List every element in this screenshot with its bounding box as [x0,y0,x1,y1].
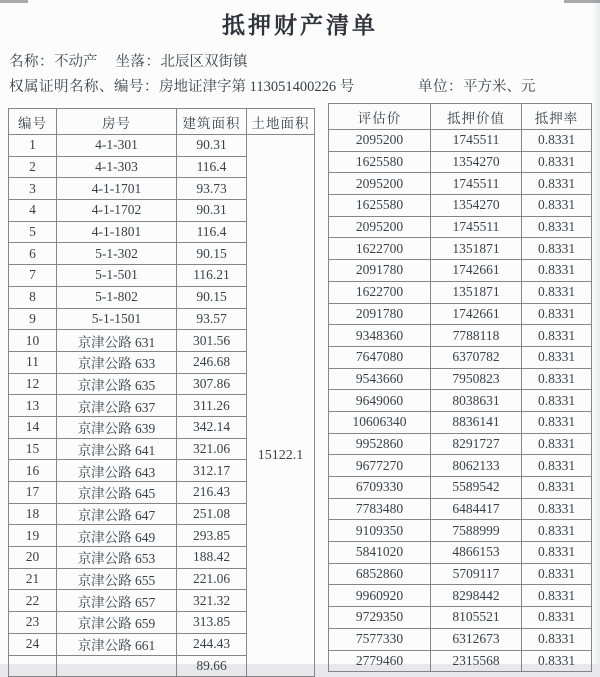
property-row-right [329,346,592,368]
property-row-right [329,607,592,629]
mortgage-value-cell: 7788118 [431,325,522,347]
room-no-cell: 京津公路 637 [57,395,177,417]
location-label: 坐落： [115,54,161,70]
appraisal-price-cell: 1625580 [329,195,431,217]
row-no-cell: 7 [9,265,57,287]
mortgage-value-cell: 5709117 [431,563,522,585]
building-area-cell: 93.57 [177,308,247,330]
room-no-cell: 京津公路 631 [57,330,177,352]
mortgage-value-cell: 1745511 [431,216,522,238]
row-no-cell: 1 [9,135,57,157]
mortgage-rate-cell: 0.8331 [522,130,592,152]
row-no-cell: 19 [9,525,57,547]
mortgage-value-cell: 2315568 [431,650,522,672]
col-header-no: 编号 [9,109,57,135]
appraisal-price-cell: 1625580 [329,151,431,173]
appraisal-price-cell: 5841020 [329,542,431,564]
appraisal-price-cell: 6852860 [329,563,431,585]
building-area-cell: 321.06 [177,438,247,460]
meta-line-certificate [9,75,354,96]
building-area-cell: 188.42 [177,547,247,569]
mortgage-value-cell: 1351871 [431,238,522,260]
mortgage-rate-cell: 0.8331 [522,325,592,347]
appraisal-price-cell: 9729350 [329,607,431,629]
mortgage-rate-cell: 0.8331 [522,216,592,238]
building-area-cell: 90.15 [177,286,247,308]
appraisal-price-cell: 1622700 [329,281,431,303]
mortgage-rate-cell: 0.8331 [522,151,592,173]
mortgage-value-cell: 1351871 [431,281,522,303]
building-area-cell: 307.86 [177,373,247,395]
mortgage-rate-cell: 0.8331 [522,346,592,368]
row-no-cell: 22 [9,590,57,612]
room-no-cell: 京津公路 655 [57,568,177,590]
appraisal-price-cell: 9348360 [329,325,431,347]
appraisal-price-cell: 9109350 [329,520,431,542]
right-table-body [329,130,592,672]
property-row-right [329,433,592,455]
appraisal-price-cell: 7577330 [329,628,431,650]
building-area-cell: 342.14 [177,416,247,438]
room-no-cell: 4-1-1702 [57,200,177,222]
meta-unit [418,75,536,96]
name-value: 不动产 [54,54,98,70]
mortgage-rate-cell: 0.8331 [522,303,592,325]
room-no-cell: 4-1-1801 [57,221,177,243]
room-no-cell: 京津公路 643 [57,460,177,482]
right-table-header-row [329,104,592,130]
row-no-cell: 14 [9,416,57,438]
appraisal-price-cell: 9649060 [329,390,431,412]
property-row-right [329,260,592,282]
mortgage-value-cell: 8291727 [431,433,522,455]
room-no-cell: 4-1-301 [57,135,177,157]
appraisal-price-cell: 2095200 [329,130,431,152]
mortgage-rate-cell: 0.8331 [522,563,592,585]
room-no-cell: 京津公路 633 [57,351,177,373]
row-no-cell: 20 [9,547,57,569]
col-header-area: 建筑面积 [177,109,247,135]
appraisal-price-cell: 2095200 [329,173,431,195]
mortgage-value-cell: 7588999 [431,520,522,542]
room-no-cell: 5-1-1501 [57,308,177,330]
building-area-cell: 90.31 [177,135,247,157]
building-area-cell: 89.66 [177,655,247,677]
mortgage-rate-cell: 0.8331 [522,498,592,520]
appraisal-price-cell: 1622700 [329,238,431,260]
property-row-right [329,563,592,585]
unit-value: 平方米、元 [463,79,536,95]
property-row-right [329,368,592,390]
mortgage-rate-cell: 0.8331 [522,238,592,260]
appraisal-price-cell: 9952860 [329,433,431,455]
mortgage-value-cell: 6484417 [431,498,522,520]
row-no-cell: 13 [9,395,57,417]
room-no-cell: 京津公路 661 [57,633,177,655]
room-no-cell: 4-1-303 [57,156,177,178]
meta-line-name-location [9,50,248,71]
row-no-cell: 21 [9,568,57,590]
certificate-label: 权属证明名称、编号： [9,79,159,95]
building-area-cell: 93.73 [177,178,247,200]
left-table-header-row [9,109,315,135]
building-area-cell: 90.31 [177,200,247,222]
property-row-right [329,498,592,520]
name-label: 名称： [9,54,54,70]
document-title: 抵押财产清单 [222,13,378,38]
property-row-right [329,390,592,412]
mortgage-value-cell: 8298442 [431,585,522,607]
row-no-cell: 11 [9,351,57,373]
building-area-cell: 313.85 [177,612,247,634]
building-area-cell: 311.26 [177,395,247,417]
building-area-cell: 216.43 [177,482,247,504]
mortgage-value-cell: 1742661 [431,303,522,325]
building-area-cell: 116.4 [177,221,247,243]
building-area-cell: 251.08 [177,503,247,525]
unit-label: 单位： [418,79,463,95]
scan-artifact-top-left [0,0,28,3]
mortgage-value-cell: 8105521 [431,607,522,629]
row-no-cell: 24 [9,633,57,655]
row-no-cell: 2 [9,156,57,178]
mortgage-rate-cell: 0.8331 [522,433,592,455]
row-no-cell: 16 [9,460,57,482]
property-row-right [329,130,592,152]
mortgage-value-cell: 5589542 [431,477,522,499]
property-row-right [329,585,592,607]
col-header-land-area: 土地面积 [247,109,315,135]
property-row-left [9,135,315,157]
land-area-total-cell: 15122.1 [247,135,315,677]
property-table-right [328,103,592,672]
building-area-cell: 246.68 [177,351,247,373]
mortgage-value-cell: 1745511 [431,173,522,195]
building-area-cell: 244.43 [177,633,247,655]
location-value: 北辰区双街镇 [160,54,248,70]
property-row-right [329,173,592,195]
mortgage-rate-cell: 0.8331 [522,411,592,433]
row-no-cell: 23 [9,612,57,634]
appraisal-price-cell: 9543660 [329,368,431,390]
appraisal-price-cell: 6709330 [329,477,431,499]
mortgage-rate-cell: 0.8331 [522,628,592,650]
property-row-right [329,216,592,238]
col-header-room: 房号 [57,109,177,135]
property-row-right [329,238,592,260]
row-no-cell: 17 [9,482,57,504]
mortgage-value-cell: 8038631 [431,390,522,412]
room-no-cell: 京津公路 653 [57,547,177,569]
row-no-cell: 15 [9,438,57,460]
property-row-right [329,151,592,173]
appraisal-price-cell: 10606340 [329,411,431,433]
col-header-mortgage: 抵押价值 [431,104,522,130]
property-row-right [329,650,592,672]
mortgage-value-cell: 1354270 [431,151,522,173]
building-area-cell: 221.06 [177,568,247,590]
mortgage-rate-cell: 0.8331 [522,542,592,564]
appraisal-price-cell: 2091780 [329,303,431,325]
room-no-cell: 京津公路 635 [57,373,177,395]
appraisal-price-cell: 2779460 [329,650,431,672]
mortgage-rate-cell: 0.8331 [522,173,592,195]
col-header-rate: 抵押率 [522,104,592,130]
building-area-cell: 116.4 [177,156,247,178]
scan-edge-shadow [592,0,600,664]
row-no-cell: 5 [9,221,57,243]
appraisal-price-cell: 9677270 [329,455,431,477]
col-header-appraisal: 评估价 [329,104,431,130]
row-no-cell: 3 [9,178,57,200]
room-no-cell: 京津公路 639 [57,416,177,438]
row-no-cell: 18 [9,503,57,525]
mortgage-value-cell: 6370782 [431,346,522,368]
property-row-right [329,520,592,542]
building-area-cell: 116.21 [177,265,247,287]
property-row-right [329,411,592,433]
mortgage-rate-cell: 0.8331 [522,281,592,303]
mortgage-value-cell: 1354270 [431,195,522,217]
appraisal-price-cell: 2091780 [329,260,431,282]
mortgage-rate-cell: 0.8331 [522,390,592,412]
room-no-cell: 5-1-302 [57,243,177,265]
mortgage-value-cell: 6312673 [431,628,522,650]
certificate-value: 房地证津字第 113051400226 号 [159,79,355,95]
building-area-cell: 301.56 [177,330,247,352]
room-no-cell: 5-1-802 [57,286,177,308]
building-area-cell: 293.85 [177,525,247,547]
mortgage-rate-cell: 0.8331 [522,607,592,629]
row-no-cell [9,655,57,677]
row-no-cell: 6 [9,243,57,265]
room-no-cell: 京津公路 659 [57,612,177,634]
row-no-cell: 4 [9,200,57,222]
left-table-body [9,135,315,677]
property-row-right [329,628,592,650]
mortgage-value-cell: 8062133 [431,455,522,477]
room-no-cell: 5-1-501 [57,265,177,287]
row-no-cell: 9 [9,308,57,330]
mortgage-rate-cell: 0.8331 [522,585,592,607]
mortgage-rate-cell: 0.8331 [522,520,592,542]
mortgage-value-cell: 8836141 [431,411,522,433]
mortgage-rate-cell: 0.8331 [522,477,592,499]
room-no-cell: 京津公路 649 [57,525,177,547]
room-no-cell: 4-1-1701 [57,178,177,200]
room-no-cell: 京津公路 645 [57,482,177,504]
building-area-cell: 90.15 [177,243,247,265]
mortgage-rate-cell: 0.8331 [522,260,592,282]
property-row-right [329,195,592,217]
property-row-right [329,281,592,303]
room-no-cell: 京津公路 641 [57,438,177,460]
mortgage-rate-cell: 0.8331 [522,650,592,672]
mortgage-value-cell: 4866153 [431,542,522,564]
appraisal-price-cell: 7647080 [329,346,431,368]
property-row-right [329,325,592,347]
appraisal-price-cell: 7783480 [329,498,431,520]
building-area-cell: 321.32 [177,590,247,612]
room-no-cell: 京津公路 647 [57,503,177,525]
room-no-cell [57,655,177,677]
mortgage-rate-cell: 0.8331 [522,195,592,217]
mortgage-value-cell: 7950823 [431,368,522,390]
row-no-cell: 8 [9,286,57,308]
property-table-left [8,108,315,677]
appraisal-price-cell: 2095200 [329,216,431,238]
property-row-right [329,455,592,477]
mortgage-value-cell: 1742661 [431,260,522,282]
property-row-right [329,477,592,499]
mortgage-value-cell: 1745511 [431,130,522,152]
property-row-right [329,303,592,325]
room-no-cell: 京津公路 657 [57,590,177,612]
mortgage-rate-cell: 0.8331 [522,368,592,390]
building-area-cell: 312.17 [177,460,247,482]
row-no-cell: 12 [9,373,57,395]
property-row-right [329,542,592,564]
row-no-cell: 10 [9,330,57,352]
mortgage-rate-cell: 0.8331 [522,455,592,477]
appraisal-price-cell: 9960920 [329,585,431,607]
